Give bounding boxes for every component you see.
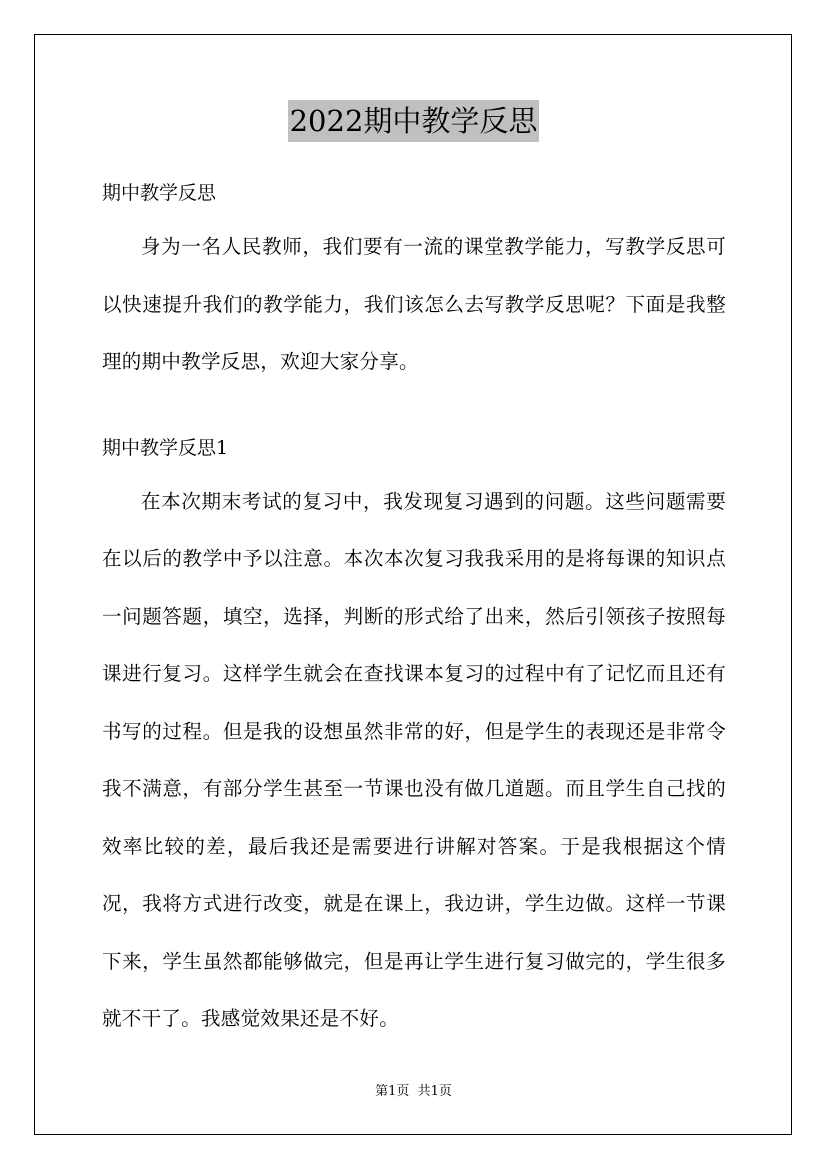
document-title: 2022期中教学反思 bbox=[288, 100, 540, 142]
document-body bbox=[102, 172, 726, 1048]
section-gap bbox=[102, 391, 726, 427]
section1-paragraph: 在本次期末考试的复习中，我发现复习遇到的问题。这些问题需要在以后的教学中予以注意。本次本次复习我我采用的是将每课的知识点一问题答题，填空，选择，判断的形式给了出来，然后引领孩子按照每课进行复习。这样学生就会在查找课本复习的过程中有了记忆而且还有书写的过程。但是我的设想虽然非常的好，但是学生的表现还是非常令我不满意，有部分学生甚至一节课也没有做几道题。而且学生自己找的效率比较的差，最后我还是需要进行讲解对答案。于是我根据这个情况，我将方式进行改变，就是在课上，我边讲，学生边做。这样一节课下来，学生虽然都能够做完，但是再让学生进行复习做完的，学生很多就不干了。我感觉效果还是不好。 bbox=[102, 489, 726, 1030]
section1-heading: 期中教学反思1 bbox=[102, 436, 229, 459]
page-footer: 第1页 共1页 bbox=[375, 1084, 452, 1099]
intro-heading: 期中教学反思 bbox=[102, 182, 217, 204]
title-container bbox=[0, 100, 827, 142]
intro-paragraph: 身为一名人民教师，我们要有一流的课堂教学能力，写教学反思可以快速提升我们的教学能力，我们该怎么去写教学反思呢？下面是我整理的期中教学反思，欢迎大家分享。 bbox=[102, 235, 726, 373]
